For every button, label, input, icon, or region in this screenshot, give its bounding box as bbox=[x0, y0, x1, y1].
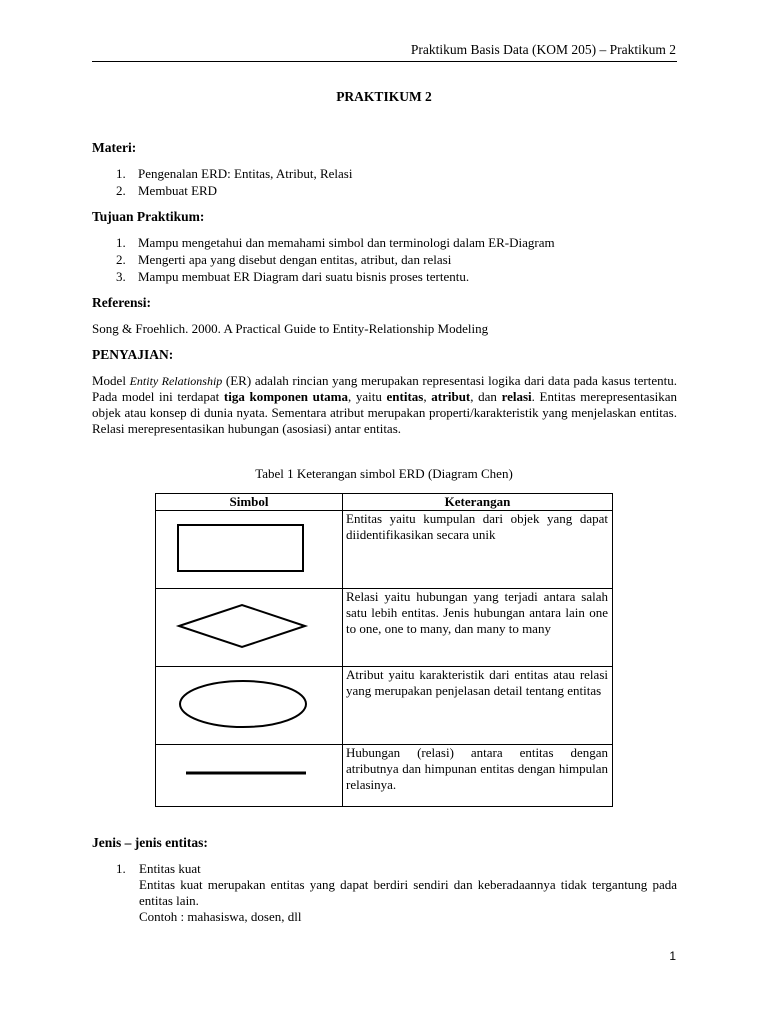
page-number: 1 bbox=[669, 949, 676, 963]
entity-type-description: Entitas kuat merupakan entitas yang dapat berdiri sendiri dan keberadaannya tidak tergantung pada entitas lain. bbox=[139, 877, 677, 908]
line-icon bbox=[156, 745, 343, 806]
list-item: 2. Mengerti apa yang disebut dengan entitas, atribut, dan relasi bbox=[116, 252, 452, 267]
description-cell: Entitas yaitu kumpulan dari objek yang dapat diidentifikasikan secara unik bbox=[343, 511, 613, 589]
table-header-row bbox=[156, 494, 613, 511]
description-cell: Atribut yaitu karakteristik dari entitas atau relasi yang merupakan penjelasan detail tentang entitas bbox=[343, 667, 613, 745]
symbol-cell bbox=[156, 589, 343, 667]
list-item: 1. Entitas kuat Entitas kuat merupakan entitas yang dapat berdiri sendiri dan keberadaannya tidak tergantung pada entitas lain. Contoh : mahasiswa, dosen, dll bbox=[116, 861, 677, 924]
symbol-cell bbox=[156, 511, 343, 589]
ellipse-icon bbox=[156, 667, 343, 744]
materi-list bbox=[92, 166, 677, 200]
entity-type-example: Contoh : mahasiswa, dosen, dll bbox=[139, 909, 302, 924]
running-header: Praktikum Basis Data (KOM 205) – Praktikum 2 bbox=[410, 42, 676, 57]
table-row bbox=[156, 745, 613, 807]
penyajian-paragraph: Model Entity Relationship (ER) adalah rincian yang merupakan representasi logika dari data pada kasus tertentu. Pada model ini terdapat tiga komponen utama, yaitu entitas, atribut, dan relasi. Entitas merepresentasikan objek atau konsep di dunia nyata. Sementara atribut merupakan properti/karakteristik yang menjelaskan entitas. Relasi merepresentasikan hubungan (asosiasi) antar entitas. bbox=[92, 373, 678, 436]
diamond-icon bbox=[156, 589, 343, 666]
rectangle-icon bbox=[156, 511, 343, 588]
table-row bbox=[156, 667, 613, 745]
list-item: 1. Mampu mengetahui dan memahami simbol dan terminologi dalam ER-Diagram bbox=[116, 235, 555, 250]
materi-heading: Materi: bbox=[92, 140, 137, 155]
penyajian-heading: PENYAJIAN: bbox=[92, 347, 174, 362]
table-row bbox=[156, 589, 613, 667]
column-header-keterangan: Keterangan bbox=[343, 494, 613, 511]
referensi-text: Song & Froehlich. 2000. A Practical Guide to Entity-Relationship Modeling bbox=[92, 321, 489, 336]
tujuan-heading: Tujuan Praktikum: bbox=[92, 209, 205, 224]
table-row bbox=[156, 511, 613, 589]
table-caption: Tabel 1 Keterangan simbol ERD (Diagram Chen) bbox=[255, 466, 513, 481]
referensi-heading: Referensi: bbox=[92, 295, 151, 310]
entity-type-label: Entitas kuat bbox=[139, 861, 201, 876]
erd-symbol-table bbox=[155, 493, 613, 807]
symbol-cell bbox=[156, 667, 343, 745]
header-rule bbox=[92, 61, 677, 62]
list-item: 2. Membuat ERD bbox=[116, 183, 218, 198]
symbol-cell bbox=[156, 745, 343, 807]
tujuan-list bbox=[92, 235, 677, 286]
column-header-simbol: Simbol bbox=[156, 494, 343, 511]
description-cell: Hubungan (relasi) antara entitas dengan atributnya dan himpunan entitas dengan himpulan relasinya. bbox=[343, 745, 613, 807]
list-item: 1. Pengenalan ERD: Entitas, Atribut, Relasi bbox=[116, 166, 353, 181]
jenis-heading: Jenis – jenis entitas: bbox=[92, 835, 208, 850]
description-cell: Relasi yaitu hubungan yang terjadi antara salah satu lebih entitas. Jenis hubungan antara lain one to one, one to many, dan many to many bbox=[343, 589, 613, 667]
list-item: 3. Mampu membuat ER Diagram dari suatu bisnis proses tertentu. bbox=[116, 269, 470, 284]
page-title: PRAKTIKUM 2 bbox=[336, 89, 432, 104]
